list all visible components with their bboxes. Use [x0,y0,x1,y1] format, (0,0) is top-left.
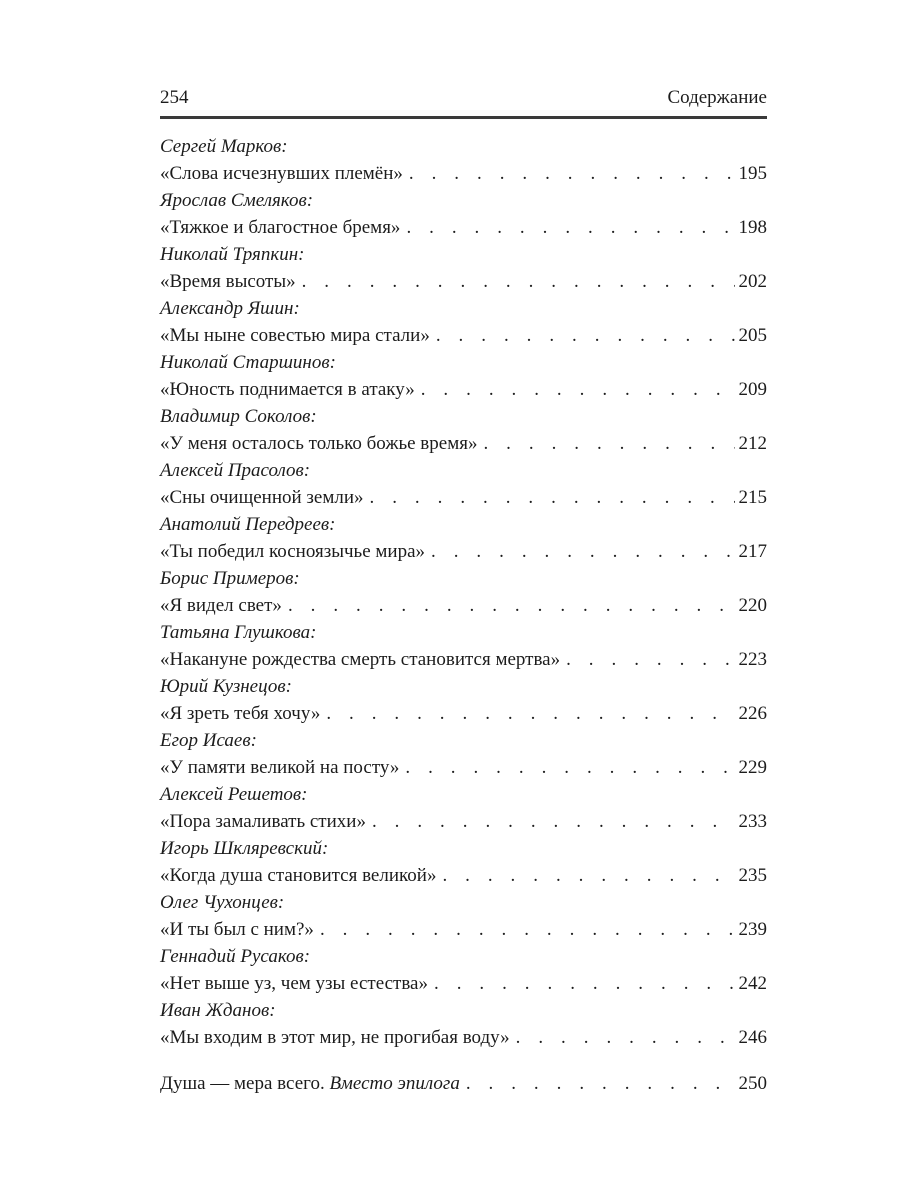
header-rule [160,116,767,119]
toc-author: Татьяна Глушкова: [160,622,317,643]
toc-page-number: 215 [738,487,767,508]
toc-page-number: 195 [738,163,767,184]
dot-leader [364,484,735,511]
toc-author: Ярослав Смеляков: [160,190,314,211]
dot-leader [314,916,735,943]
toc-title: «Нет выше уз, чем узы естества» [160,973,428,994]
toc-author: Александр Яшин: [160,298,300,319]
section-title: Содержание [667,87,767,108]
toc-page-number: 205 [738,325,767,346]
toc-title: «У меня осталось только божье время» [160,433,478,454]
toc-title: «Тяжкое и благостное бремя» [160,217,401,238]
toc-entry [160,889,767,943]
toc-entry [160,565,767,619]
toc-page-number: 220 [738,595,767,616]
dot-leader [477,430,734,457]
table-of-contents [160,133,767,1051]
epilogue-title-group [160,1070,460,1097]
toc-page-number: 235 [738,865,767,886]
dot-leader [282,592,735,619]
dot-leader [403,160,735,187]
toc-page-number: 242 [738,973,767,994]
toc-page-number: 233 [738,811,767,832]
toc-title: «Когда душа становится великой» [160,865,437,886]
toc-entry [160,619,767,673]
dot-leader [400,214,734,241]
toc-entry [160,349,767,403]
toc-title: «Юность поднимается в атаку» [160,379,415,400]
toc-entry [160,511,767,565]
toc-page-number: 239 [738,919,767,940]
toc-page-number: 202 [738,271,767,292]
dot-leader [436,862,734,889]
dot-leader [296,268,735,295]
toc-page-number: 217 [738,541,767,562]
running-head [160,84,767,116]
toc-title: «Слова исчезнувших племён» [160,163,403,184]
toc-author: Иван Жданов: [160,1000,276,1021]
toc-page-number: 223 [738,649,767,670]
toc-entry [160,187,767,241]
dot-leader [366,808,735,835]
toc-entry [160,403,767,457]
epilogue-title: Душа — мера всего. [160,1073,325,1094]
dot-leader [460,1070,735,1097]
toc-entry [160,997,767,1051]
toc-page-number: 246 [738,1027,767,1048]
toc-title: «Мы ныне совестью мира стали» [160,325,430,346]
page-number: 254 [160,87,189,108]
toc-author: Олег Чухонцев: [160,892,285,913]
toc-title: «Пора замаливать стихи» [160,811,366,832]
dot-leader [320,700,734,727]
toc-author: Владимир Соколов: [160,406,317,427]
toc-author: Геннадий Русаков: [160,946,311,967]
toc-page-number: 209 [738,379,767,400]
toc-page-number: 212 [738,433,767,454]
toc-title: «Я видел свет» [160,595,282,616]
dot-leader [425,538,734,565]
toc-title: «Ты победил косноязычье мира» [160,541,426,562]
toc-entry [160,835,767,889]
toc-author: Алексей Решетов: [160,784,308,805]
toc-title: «Накануне рождества смерть становится мертва» [160,649,561,670]
dot-leader [415,376,735,403]
toc-entry [160,781,767,835]
dot-leader [510,1024,735,1051]
dot-leader [560,646,734,673]
toc-entry [160,457,767,511]
toc-title: «Я зреть тебя хочу» [160,703,321,724]
dot-leader [428,970,735,997]
dot-leader [430,322,735,349]
toc-author: Игорь Шкляревский: [160,838,329,859]
toc-page-number: 198 [738,217,767,238]
toc-title: «Время высоты» [160,271,296,292]
toc-page-number: 250 [738,1073,767,1094]
toc-entry [160,943,767,997]
toc-title: «Сны очищенной земли» [160,487,364,508]
toc-entry [160,133,767,187]
toc-author: Анатолий Передреев: [160,514,336,535]
toc-entry [160,241,767,295]
dot-leader [399,754,734,781]
toc-author: Юрий Кузнецов: [160,676,292,697]
toc-entry [160,295,767,349]
toc-entry [160,673,767,727]
toc-author: Егор Исаев: [160,730,257,751]
toc-title: «Мы входим в этот мир, не прогибая воду» [160,1027,510,1048]
toc-author: Алексей Прасолов: [160,460,311,481]
toc-author: Сергей Марков: [160,136,288,157]
toc-page-number: 226 [738,703,767,724]
toc-author: Борис Примеров: [160,568,300,589]
toc-title: «У памяти великой на посту» [160,757,400,778]
toc-author: Николай Тряпкин: [160,244,305,265]
toc-author: Николай Старшинов: [160,352,336,373]
toc-page-number: 229 [738,757,767,778]
toc-epilogue-entry [160,1070,767,1097]
epilogue-subtitle: Вместо эпилога [329,1073,460,1094]
toc-entry [160,727,767,781]
toc-title: «И ты был с ним?» [160,919,314,940]
